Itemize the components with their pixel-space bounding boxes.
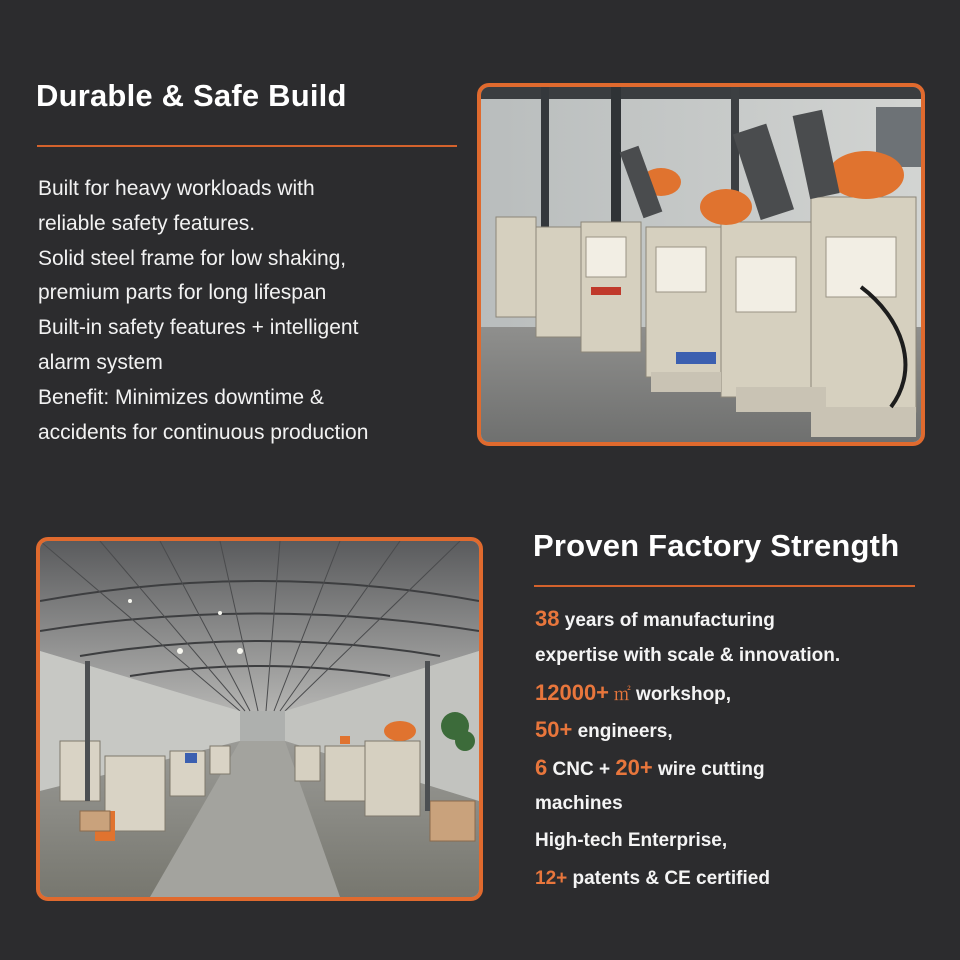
machines-row-photo (477, 83, 925, 446)
stat-years (535, 600, 935, 638)
stat-patents (535, 860, 935, 898)
section1-line: Solid steel frame for low shaking, (38, 246, 347, 270)
section1-line: premium parts for long lifespan (38, 281, 327, 305)
stat-engineers (535, 711, 935, 749)
patents-number: 12+ (535, 867, 568, 889)
area-text: workshop, (630, 683, 732, 705)
patents-text: patents & CE certified (567, 867, 770, 889)
stat-years-cont: expertise with scale & innovation. (535, 644, 841, 666)
section2-divider (534, 585, 915, 587)
area-unit: ㎡ (609, 684, 631, 704)
wire-number: 20+ (615, 754, 653, 780)
section2-title: Proven Factory Strength (533, 528, 900, 563)
years-number: 38 (535, 606, 560, 631)
section1-line: Built for heavy workloads with (38, 177, 315, 200)
section1-title: Durable & Safe Build (36, 78, 347, 113)
section1-body (38, 172, 458, 450)
stat-machines-cont: machines (535, 793, 623, 814)
section1-line: accidents for continuous production (38, 420, 369, 444)
cnc-number: 6 (535, 754, 548, 780)
section1-line: alarm system (38, 350, 163, 374)
section2-body (535, 600, 935, 897)
cnc-text: CNC + (547, 758, 616, 780)
factory-workshop-photo (36, 537, 483, 901)
area-number: 12000+ (535, 679, 610, 705)
stat-machines (535, 749, 935, 787)
machines-row-image (481, 87, 921, 442)
factory-workshop-image (40, 541, 479, 897)
wire-text: wire cutting (652, 758, 765, 780)
section1-divider (37, 145, 457, 147)
section1-line: Benefit: Minimizes downtime & (38, 385, 324, 409)
engineers-text: engineers, (572, 721, 673, 742)
section1-line: Built-in safety features + intelligent (38, 316, 359, 340)
stat-area (535, 674, 935, 712)
engineers-number: 50+ (535, 717, 573, 742)
years-text: years of manufacturing (559, 610, 775, 631)
stat-enterprise: High-tech Enterprise, (535, 830, 728, 851)
section1-line: reliable safety features. (38, 211, 256, 235)
